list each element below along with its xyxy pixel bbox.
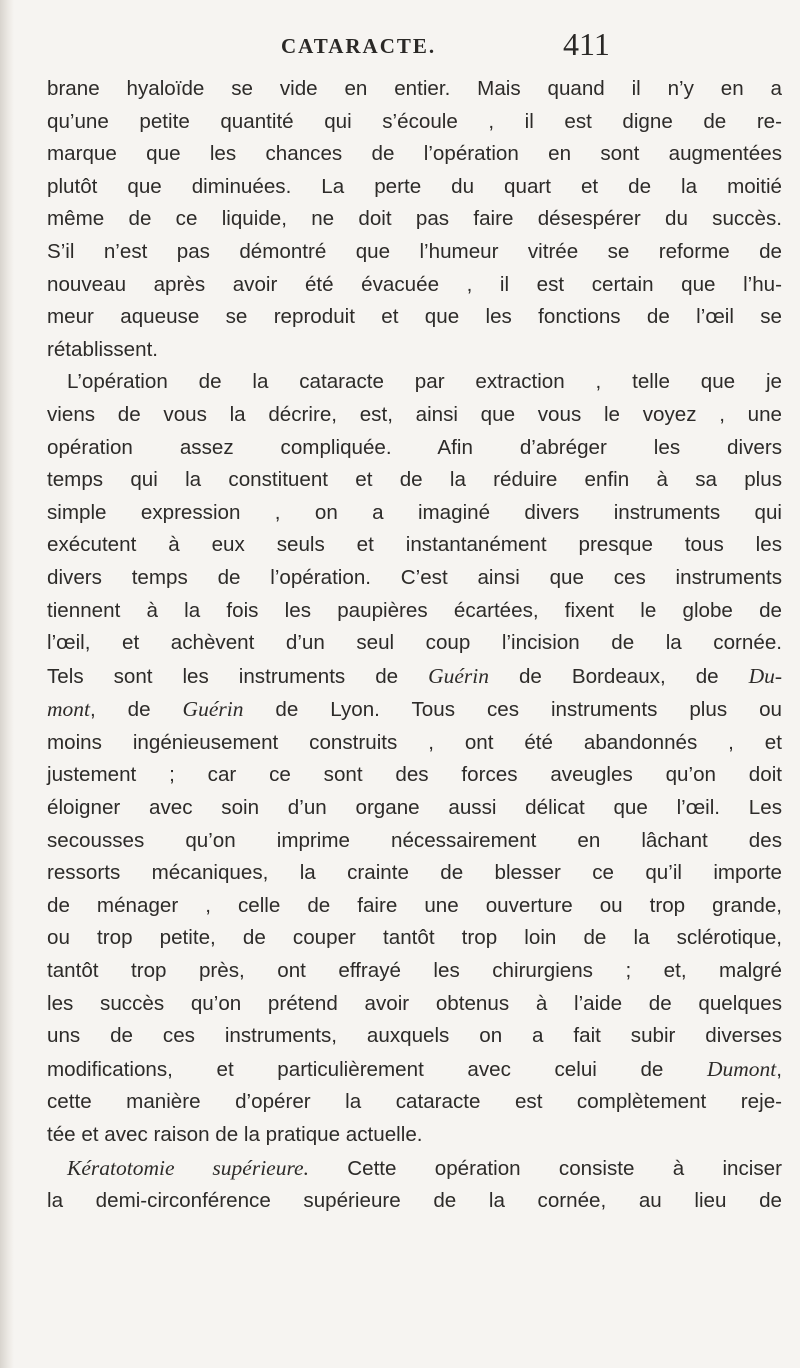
- text-line: tée et avec raison de la pratique actuelle.: [47, 1123, 423, 1146]
- text-line: opération assez compliquée. Afin d’abréger les divers: [47, 435, 782, 459]
- text-run: Tels sont les instruments de: [47, 664, 429, 688]
- text-line: temps qui la constituent et de la réduire enfin à sa plus: [47, 468, 782, 492]
- text-run: modifications, et particulièrement avec celui de: [47, 1057, 707, 1081]
- running-title: CATARACTE.: [281, 34, 437, 58]
- text-line: qu’une petite quantité qui s’écoule , il est digne de re-: [47, 109, 782, 133]
- text-line: S’il n’est pas démontré que l’humeur vitrée se reforme de: [47, 239, 782, 263]
- text-line: exécutent à eux seuls et instantanément presque tous les: [47, 533, 782, 557]
- text-line: [47, 660, 782, 694]
- italic-name: Du-: [748, 663, 783, 688]
- text-line: l’œil, et achèvent d’un seul coup l’incision de la cornée.: [47, 631, 782, 655]
- page-number: 411: [563, 26, 610, 62]
- text-run: de Lyon. Tous ces instruments plus ou: [243, 698, 782, 722]
- text-line: la demi-circonférence supérieure de la cornée, au lieu de: [47, 1189, 782, 1213]
- text-run: , de: [90, 698, 183, 722]
- text-line: tantôt trop près, ont effrayé les chirurgiens ; et, malgré: [47, 959, 782, 983]
- body-text: [47, 73, 782, 1218]
- text-line: [47, 1053, 782, 1087]
- italic-name: mont: [47, 697, 90, 722]
- page-header: [0, 26, 800, 66]
- text-line: éloigner avec soin d’un organe aussi délicat que l’œil. Les: [47, 796, 782, 820]
- text-line: divers temps de l’opération. C’est ainsi que ces instruments: [47, 565, 782, 589]
- text-line: [47, 693, 782, 727]
- text-line: plutôt que diminuées. La perte du quart et de la moitié: [47, 174, 782, 198]
- text-line: brane hyaloïde se vide en entier. Mais quand il n’y en a: [47, 77, 782, 100]
- text-line: cette manière d’opérer la cataracte est complètement reje-: [47, 1090, 782, 1114]
- page-gutter-shadow: [0, 0, 14, 1368]
- text-line: viens de vous la décrire, est, ainsi que vous le voyez , une: [47, 402, 782, 426]
- italic-name: Dumont: [706, 1056, 777, 1081]
- text-line: L’opération de la cataracte par extraction , telle que je: [67, 370, 782, 394]
- text-line: simple expression , on a imaginé divers instruments qui: [47, 500, 782, 524]
- text-line: moins ingénieusement construits , ont été abandonnés , et: [47, 730, 782, 754]
- text-line: uns de ces instruments, auxquels on a fait subir diverses: [47, 1024, 782, 1048]
- text-line: [47, 1152, 782, 1186]
- text-line: nouveau après avoir été évacuée , il est certain que l’hu-: [47, 272, 782, 296]
- text-line: les succès qu’on prétend avoir obtenus à l’aide de quelques: [47, 991, 782, 1015]
- text-line: tiennent à la fois les paupières écartées, fixent le globe de: [47, 598, 782, 622]
- text-line: justement ; car ce sont des forces aveugles qu’on doit: [47, 763, 782, 787]
- text-line: ou trop petite, de couper tantôt trop loin de la sclérotique,: [47, 926, 782, 950]
- text-run: Cette opération consiste à inciser: [308, 1156, 782, 1180]
- italic-name: Guérin: [182, 697, 244, 722]
- text-line: de ménager , celle de faire une ouverture ou trop grande,: [47, 893, 782, 917]
- section-heading: Kératotomie supérieure.: [67, 1155, 309, 1180]
- text-line: marque que les chances de l’opération en sont augmentées: [47, 142, 782, 166]
- text-line: rétablissent.: [47, 337, 159, 361]
- italic-name: Guérin: [428, 663, 489, 688]
- text-run: de Bordeaux, de: [489, 664, 749, 688]
- text-line: même de ce liquide, ne doit pas faire désespérer du succès.: [47, 207, 782, 231]
- text-line: secousses qu’on imprime nécessairement en lâchant des: [47, 828, 782, 852]
- text-run: ,: [776, 1057, 782, 1081]
- text-line: meur aqueuse se reproduit et que les fonctions de l’œil se: [47, 305, 782, 329]
- text-line: ressorts mécaniques, la crainte de blesser ce qu’il importe: [47, 861, 782, 885]
